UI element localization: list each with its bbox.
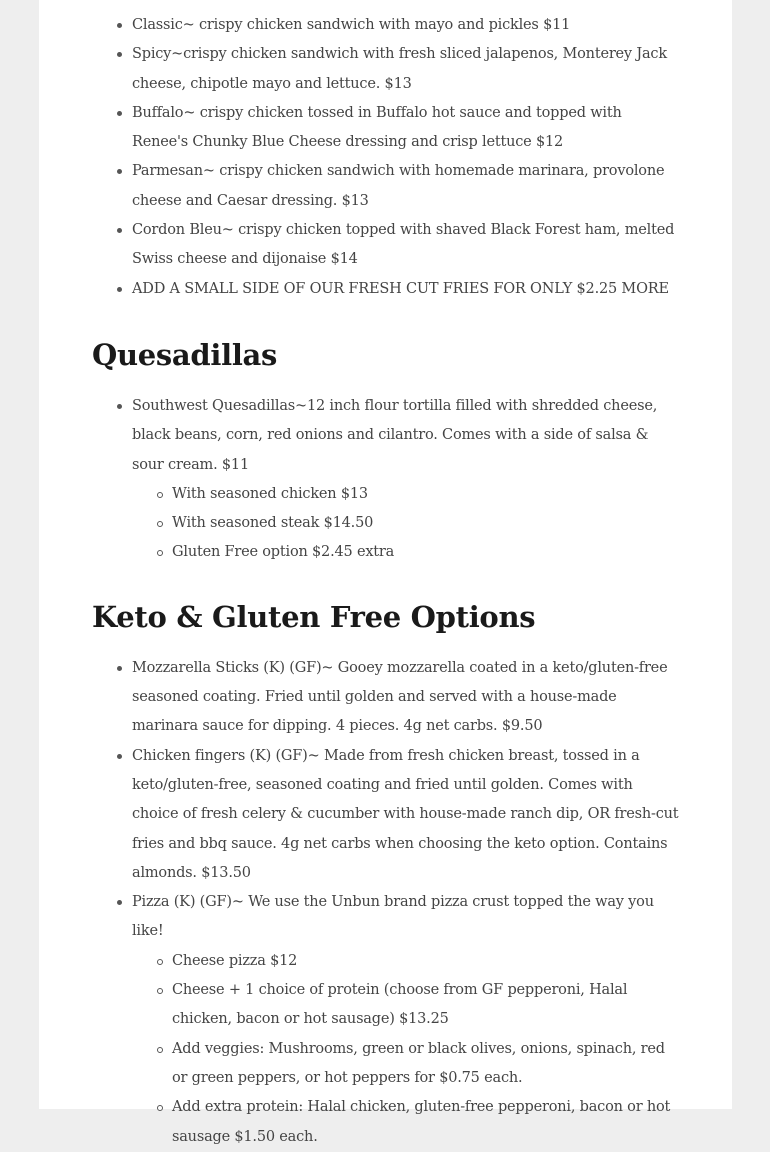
quesadilla-item-text: Southwest Quesadillas~12 inch flour tortilla filled with shredded cheese, black beans, corn, red onions and cilantro. Comes with a side of salsa & sour cream. $11 <box>132 397 658 473</box>
list-item: Cordon Bleu~ crispy chicken topped with shaved Black Forest ham, melted Swiss cheese and dijonaise $14 <box>132 216 682 275</box>
list-item: With seasoned chicken $13 <box>172 480 682 509</box>
list-item: Parmesan~ crispy chicken sandwich with homemade marinara, provolone cheese and Caesar dressing. $13 <box>132 157 682 216</box>
quesadillas-list <box>92 392 682 568</box>
list-item: Chicken fingers (K) (GF)~ Made from fresh chicken breast, tossed in a keto/gluten-free, seasoned coating and fried until golden. Comes with choice of fresh celery & cucumber with house-made ranch dip, OR fresh-cut fries and bbq sauce. 4g net carbs when choosing the keto option. Contains almonds. $13.50 <box>132 742 682 888</box>
keto-list <box>92 654 682 1152</box>
list-item: Mozzarella Sticks (K) (GF)~ Gooey mozzarella coated in a keto/gluten-free seasoned coating. Fried until golden and served with a house-made marinara sauce for dipping. 4 pieces. 4g net carbs. $9.50 <box>132 654 682 742</box>
list-item: Buffalo~ crispy chicken tossed in Buffalo hot sauce and topped with Renee's Chunky Blue Cheese dressing and crisp lettuce $12 <box>132 99 682 158</box>
list-item: Add veggies: Mushrooms, green or black olives, onions, spinach, red or green peppers, or hot peppers for $0.75 each. <box>172 1035 682 1094</box>
list-item: Gluten Free option $2.45 extra <box>172 538 682 567</box>
list-item: Classic~ crispy chicken sandwich with mayo and pickles $11 <box>132 11 682 40</box>
list-item <box>132 392 682 568</box>
pizza-item-text: Pizza (K) (GF)~ We use the Unbun brand pizza crust topped the way you like! <box>132 894 654 940</box>
content-card <box>39 0 732 1145</box>
quesadillas-heading: Quesadillas <box>92 337 278 372</box>
list-item: Cheese + 1 choice of protein (choose from GF pepperoni, Halal chicken, bacon or hot sausage) $13.25 <box>172 976 682 1035</box>
keto-heading: Keto & Gluten Free Options <box>92 599 536 634</box>
list-item: ADD A SMALL SIDE OF OUR FRESH CUT FRIES FOR ONLY $2.25 MORE <box>132 275 682 304</box>
list-item: Cheese pizza $12 <box>172 947 682 976</box>
quesadilla-options <box>132 480 682 568</box>
list-item: With seasoned steak $14.50 <box>172 509 682 538</box>
list-item: Spicy~crispy chicken sandwich with fresh sliced jalapenos, Monterey Jack cheese, chipotle mayo and lettuce. $13 <box>132 40 682 99</box>
pizza-options <box>132 947 682 1152</box>
intro-fragment <box>92 0 682 7</box>
list-item <box>132 888 682 1152</box>
sandwich-list <box>92 11 682 304</box>
list-item: Add extra protein: Halal chicken, gluten-free pepperoni, bacon or hot sausage $1.50 each. <box>172 1093 682 1152</box>
menu-content <box>92 0 682 1152</box>
